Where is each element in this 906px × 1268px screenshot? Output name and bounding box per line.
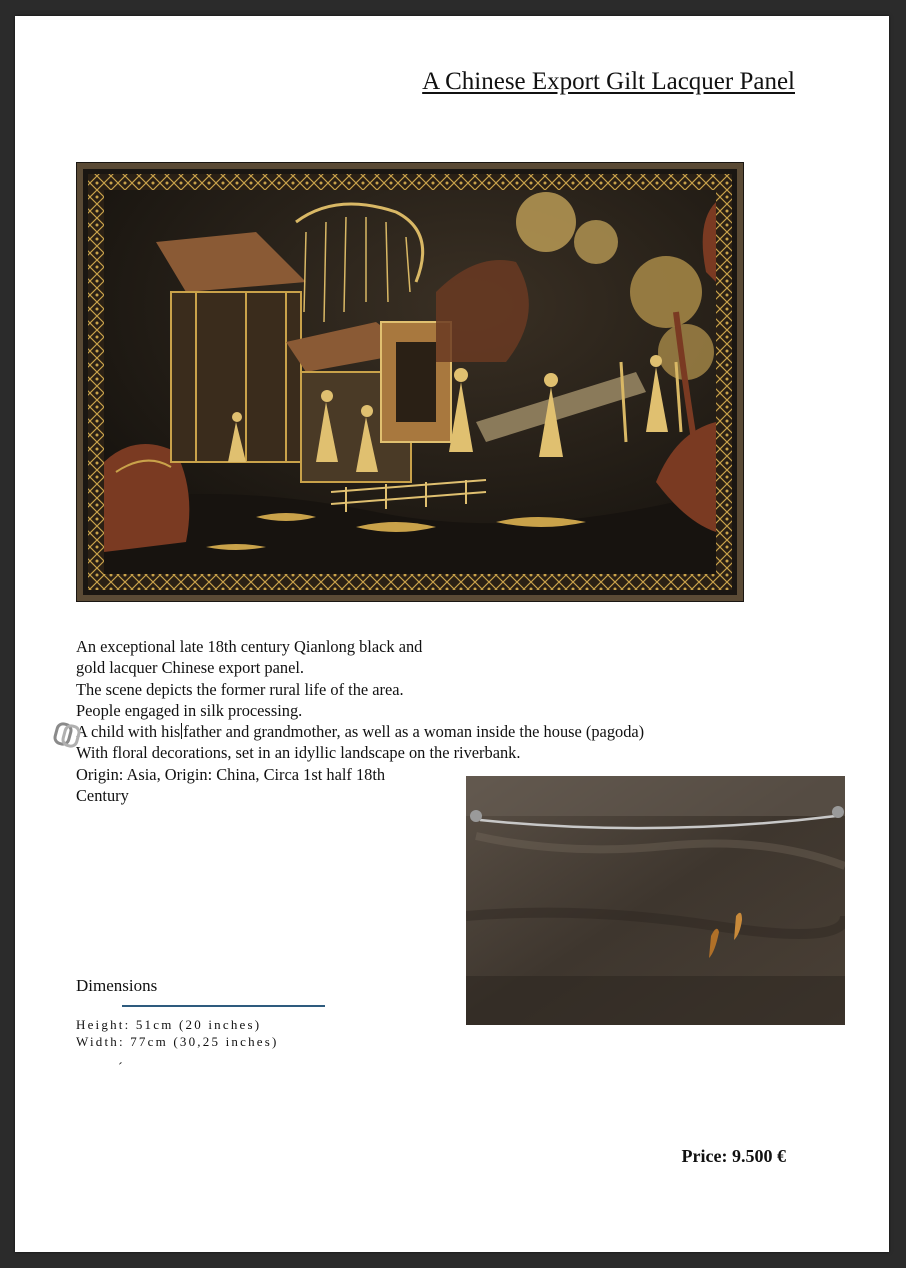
width-value: Width: 77cm (30,25 inches) xyxy=(76,1033,279,1049)
description-line: An exceptional late 18th century Qianlong black and xyxy=(76,637,423,656)
description-line-part: A child with his xyxy=(76,722,181,742)
description-line: gold lacquer Chinese export panel. xyxy=(76,658,305,678)
description-line: Origin: Asia, Origin: China, Circa 1st half 18th xyxy=(76,764,386,784)
description-line: With floral decorations, set in an idyllic landscape on the riverbank. xyxy=(76,743,521,763)
lacquer-panel-front-image xyxy=(76,162,744,602)
description-line xyxy=(76,721,716,742)
dimensions-label: Dimensions xyxy=(76,976,158,995)
height-value: Height: 51cm (20 inches) xyxy=(76,1017,262,1032)
document-title: A Chinese Export Gilt Lacquer Panel xyxy=(422,68,795,95)
dimensions-divider xyxy=(122,1005,325,1007)
dimensions-block xyxy=(76,1017,279,1050)
lacquer-panel-back-image xyxy=(466,776,845,1025)
price: Price: 9.500 € xyxy=(681,1146,786,1166)
description-line: Century xyxy=(76,786,129,806)
description-line-part: father and grandmother, as well as a woman inside the house (pagoda) xyxy=(183,722,645,742)
description-line: The scene depicts the former rural life of the area. xyxy=(76,679,404,699)
description-line: People engaged in silk processing. xyxy=(76,700,303,720)
link-chain-icon[interactable] xyxy=(52,720,82,750)
stray-mark: ´ xyxy=(118,1061,123,1076)
document-page xyxy=(15,16,889,1252)
